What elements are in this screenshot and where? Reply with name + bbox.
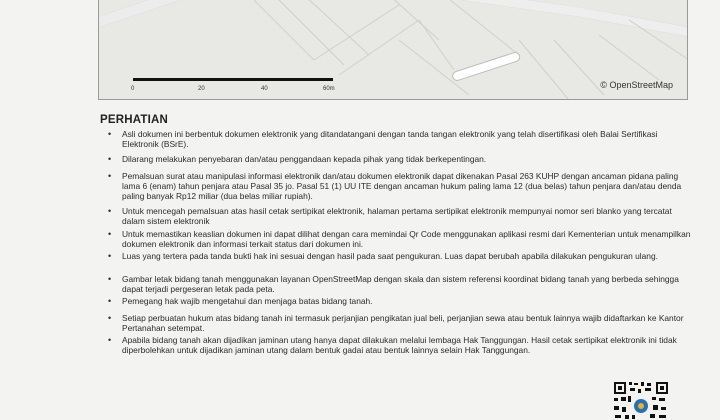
scale-label: 0: [131, 86, 135, 92]
notice-item: • Setiap perbuatan hukum atas bidang tanah ini termasuk perjanjian pengikatan jual beli, perjanjian sewa atau bentuk lainnya wajib didaftarkan ke Kantor Pertanahan setempat.: [108, 313, 693, 333]
parcel-map[interactable]: [98, 0, 688, 100]
scale-line: [133, 78, 333, 81]
qr-code-icon: [612, 380, 670, 420]
notice-item: • Untuk memastikan keaslian dokumen ini dapat dilihat dengan cara memindai Qr Code menggunakan aplikasi resmi dari Kementerian untuk menampilkan dokumen elektronik dan informasi terkait status dari dokumen ini.: [108, 229, 693, 249]
scale-label: 60m: [323, 86, 335, 92]
notice-heading: PERHATIAN: [100, 114, 169, 126]
notice-item: • Pemalsuan surat atau manipulasi informasi elektronik dan/atau dokumen elektronik dapat dikenakan Pasal 263 KUHP dengan ancaman pidana paling lama 6 (enam) tahun penjara atau Pasal 35 jo. Pasal 51 (1) UU ITE dengan ancaman hukum paling lama 12 (dua belas) tahun penjara dan/atau denda paling banyak Rp12 miliar (dua belas miliar rupiah).: [108, 171, 693, 202]
notice-item: • Dilarang melakukan penyebaran dan/atau penggandaan kepada pihak yang tidak berkepentingan.: [108, 154, 693, 164]
notice-item: • Asli dokumen ini berbentuk dokumen elektronik yang ditandatangani dengan tanda tangan elektronik yang telah disertifikasi oleh Balai Sertifikasi Elektronik (BSrE).: [108, 129, 693, 149]
notice-item: • Luas yang tertera pada tanda bukti hak ini sesuai dengan hasil pada saat pengukuran. Luas dapat berubah apabila dilakukan pengukuran ulang.: [108, 251, 693, 261]
map-attribution[interactable]: © OpenStreetMap: [600, 80, 673, 90]
scale-label: 40: [261, 86, 268, 92]
scale-label: 20: [198, 86, 205, 92]
map-scale-bar: [133, 78, 339, 96]
notice-item: • Pemegang hak wajib mengetahui dan menjaga batas bidang tanah.: [108, 296, 693, 306]
notice-item: • Apabila bidang tanah akan dijadikan jaminan utang hanya dapat dilakukan melalui lembaga Hak Tanggungan. Hasil cetak sertipikat elektronik ini tidak diperbolehkan untuk dijadikan jaminan utang dalam bentuk gadai atau bentuk lainnya selain Hak Tanggungan.: [108, 335, 693, 355]
qr-code: [612, 380, 670, 420]
notice-item: • Untuk mencegah pemalsuan atas hasil cetak sertipikat elektronik, halaman pertama sertipikat elektronik mempunyai nomor seri blanko yang tercatat dalam sistem elektronik: [108, 206, 693, 226]
notice-item: • Gambar letak bidang tanah menggunakan layanan OpenStreetMap dengan skala dan sistem referensi koordinat bidang tanah yang berbeda sehingga dapat terjadi pergeseran letak pada peta.: [108, 274, 693, 294]
